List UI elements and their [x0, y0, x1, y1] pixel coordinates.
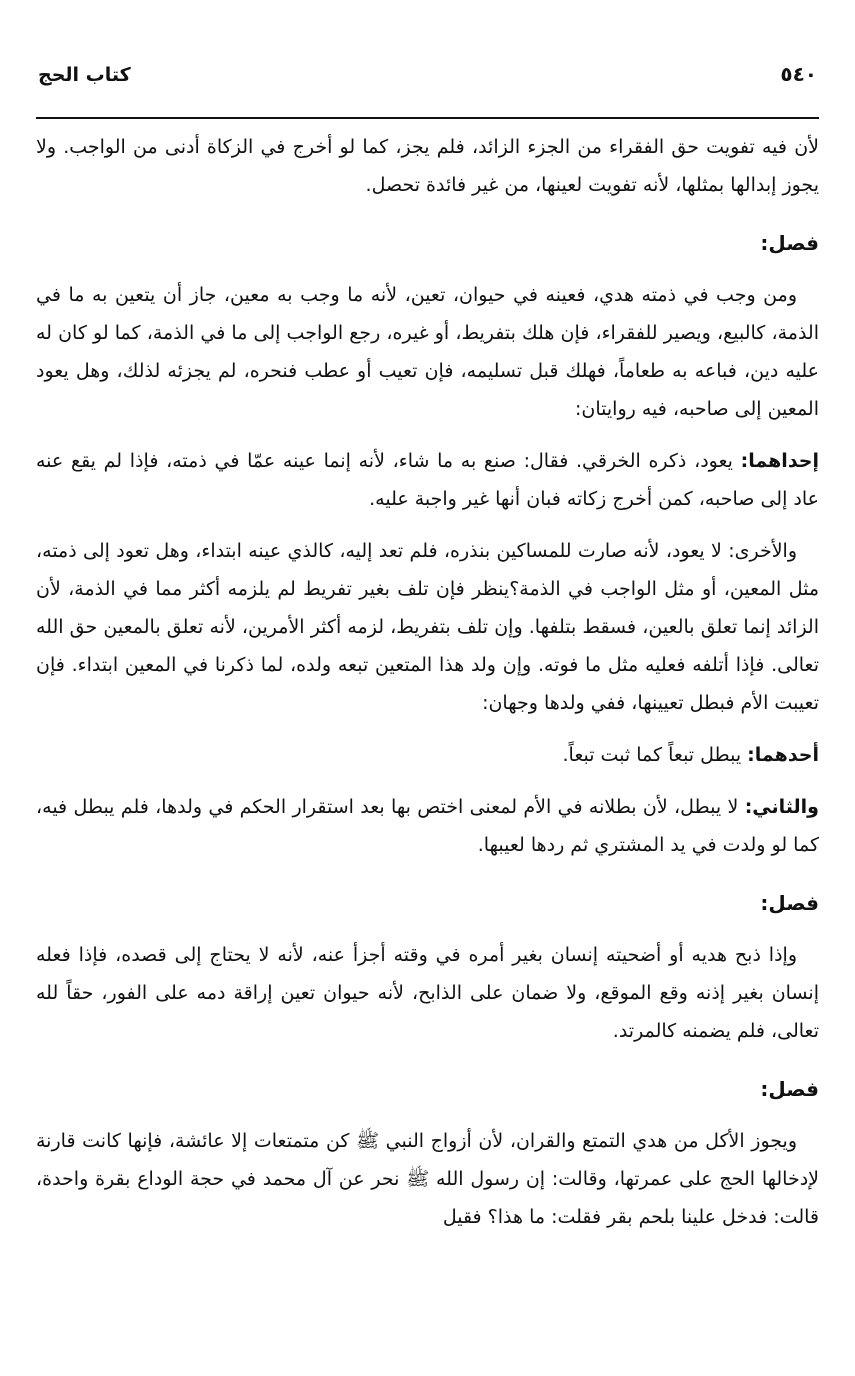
paragraph-lead: أحدهما:: [747, 744, 819, 766]
section-heading: فصل:: [760, 231, 819, 255]
paragraph-lead: إحداهما:: [740, 450, 819, 472]
paragraph: [36, 788, 819, 864]
paragraph: ويجوز الأكل من هدي التمتع والقران، لأن أزواج النبي ﷺ كن متمتعات إلا عائشة، فإنها كانت قارنة لإدخالها الحج على عمرتها، وقالت: إن رسول الله ﷺ نحر عن آل محمد في حجة الوداع بقرة واحدة، قالت: فدخل علينا بلحم بقر فقلت: ما هذا؟ فقيل: [36, 1130, 819, 1228]
paragraph: [36, 442, 819, 518]
paragraph-text: يعود، ذكره الخرقي. فقال: صنع به ما شاء، لأنه إنما عينه عمّا في ذمته، فإذا لم يقع عنه عاد إلى صاحبه، كمن أخرج زكاته فبان أنها غير واجبة عليه.: [36, 450, 819, 510]
header-rule: [36, 117, 819, 119]
paragraph: والأخرى: لا يعود، لأنه صارت للمساكين بنذره، فلم تعد إليه، كالذي عينه ابتداء، وهل تعود إلى ذمته، مثل المعين، أو مثل الواجب في الذمة؟ينظر فإن تلف بغير تفريط لم يلزمه أكثر مما في الذمة، لأن الزائد إنما تعلق بالعين، فسقط بتلفها. وإن تلف بتفريط، لزمه أكثر الأمرين، لأنه تعلق بالمعين حق الله تعالى. فإذا أتلفه فعليه مثل ما فوته. وإن ولد هذا المتعين تبعه ولده، لما ذكرنا في المعين ابتداء. فإن تعيبت الأم فبطل تعيينها، ففي ولدها وجهان:: [36, 540, 819, 714]
paragraph-lead: والثاني:: [744, 796, 819, 818]
paragraph: [36, 736, 819, 774]
page-header: [38, 62, 817, 102]
paragraph-text: لا يبطل، لأن بطلانه في الأم لمعنى اختص بها بعد استقرار الحكم في ولدها، فلم يبطل فيه، كما لو ولدت في يد المشتري ثم ردها لعيبها.: [36, 796, 819, 856]
running-title: كتاب الحج: [38, 64, 131, 86]
page-body: [36, 128, 819, 1236]
paragraph: لأن فيه تفويت حق الفقراء من الجزء الزائد، فلم يجز، كما لو أخرج في الزكاة أدنى من الواجب. ولا يجوز إبدالها بمثلها، لأنه تفويت لعينها، من غير فائدة تحصل.: [36, 136, 819, 196]
page-number: ٥٤٠: [780, 62, 817, 86]
paragraph: ومن وجب في ذمته هدي، فعينه في حيوان، تعين، لأنه ما وجب به معين، جاز أن يتعين به ما في الذمة، كالبيع، ويصير للفقراء، فإن هلك بتفريط، أو غيره، رجع الواجب إلى ما في الذمة، كما لو كان له عليه دين، فباعه به طعاماً، فهلك قبل تسليمه، فإن تعيب أو عطب فنحره، لم يجزئه لذلك، وهل يعود المعين إلى صاحبه، فيه روايتان:: [36, 284, 819, 420]
paragraph-text: يبطل تبعاً كما ثبت تبعاً.: [562, 744, 748, 766]
section-heading: فصل:: [760, 891, 819, 915]
section-heading: فصل:: [760, 1077, 819, 1101]
paragraph: وإذا ذبح هديه أو أضحيته إنسان بغير أمره في وقته أجزأ عنه، لأنه لا يحتاج إلى قصده، فإذا فعله إنسان بغير إذنه وقع الموقع، ولا ضمان على الذابح، لأنه حيوان تعين إراقة دمه على الفور، حقاً لله تعالى، فلم يضمنه كالمرتد.: [36, 944, 819, 1042]
